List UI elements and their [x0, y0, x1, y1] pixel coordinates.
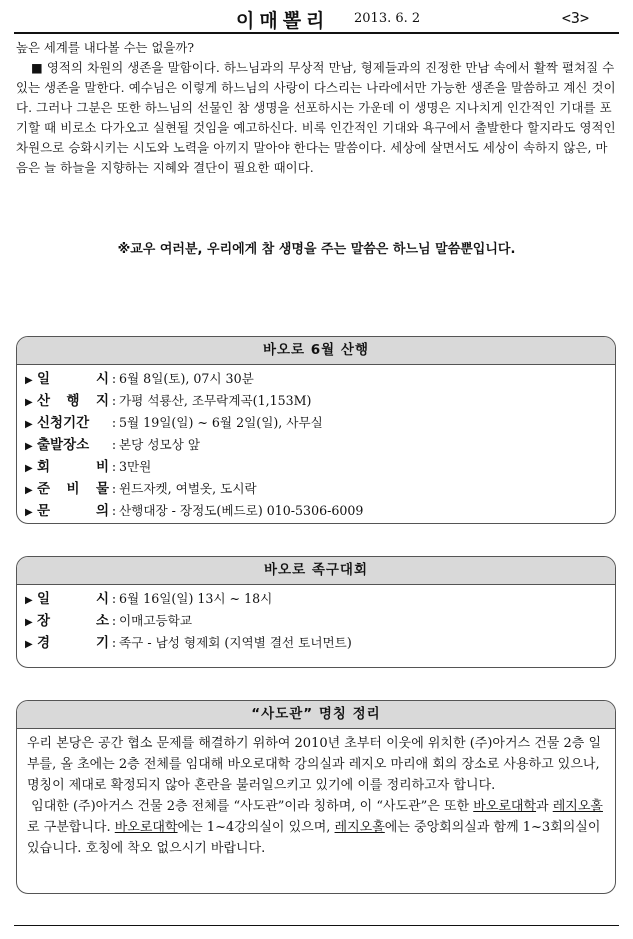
- row-label: 문 의: [37, 503, 109, 519]
- intro-paragraph: [16, 58, 618, 178]
- arrow-icon: ▶: [25, 419, 33, 430]
- row-value: 이매고등학교: [119, 613, 192, 628]
- row-label: 출발장소: [37, 437, 90, 453]
- row-label: 회 비: [37, 459, 109, 475]
- page-header: [14, 6, 619, 32]
- arrow-icon: ▶: [25, 507, 33, 518]
- arrow-icon: ▶: [25, 441, 33, 452]
- underlined-term: 바오로대학: [114, 820, 178, 835]
- hiking-row: ▶ 신청기간 : 5월 19일(일) ~ 6월 2일(일), 사무실: [25, 412, 615, 434]
- soccer-details: [17, 585, 615, 654]
- intro-text: [16, 38, 618, 178]
- hiking-row: ▶ 문 의 : 산행대장 - 장정도(베드로) 010-5306-6009: [25, 500, 615, 522]
- underlined-term: 레지오홀: [552, 799, 603, 814]
- arrow-icon: ▶: [25, 485, 33, 496]
- intro-paragraph-text: 영적의 차원의 생존을 말함이다. 하느님과의 무상적 만남, 형제들과의 진정한 만남 속에서 활짝 펼쳐질 수 있는 생존을 말한다. 예수님은 이렇게 하느님의 사랑이 다스리는 나라에서만 가능한 생존을 말씀하고 계신 것이다. 그러나 그분은 또한 하느님의 선물인 참 생명을 선포하시는 가운데 이 생명은 지나치게 인간적인 기대를 포기할 때 비로소 다가오고 실현될 것임을 예고하신다. 비록 인간적인 기대와 욕구에서 출발한다 할지라도 영적인 차원으로 승화시키는 시도와 노력을 아끼지 말아야 한다는 말씀이다. 세상에 살면서도 세상이 속하지 않은, 마음은 늘 하늘을 지향하는 지혜와 결단이 필요한 때이다.: [16, 60, 616, 175]
- soccer-row: ▶ 장 소 : 이매고등학교: [25, 610, 615, 632]
- arrow-icon: ▶: [25, 397, 33, 408]
- arrow-icon: ▶: [25, 375, 33, 386]
- header-divider: [14, 32, 619, 34]
- row-value: 3만원: [119, 459, 152, 474]
- arrow-icon: ▶: [25, 617, 33, 628]
- hiking-box: [16, 336, 616, 524]
- naming-body: [17, 729, 615, 859]
- row-value: 가평 석룡산, 조무락계곡(1,153M): [119, 393, 312, 408]
- hiking-row: ▶ 산 행 지 : 가평 석룡산, 조무락계곡(1,153M): [25, 390, 615, 412]
- naming-text: 로 구분합니다.: [27, 820, 115, 835]
- soccer-row: ▶ 일 시 : 6월 16일(일) 13시 ~ 18시: [25, 588, 615, 610]
- notice-line: ※교우 여러분, 우리에게 참 생명을 주는 말씀은 하느님 말씀뿐입니다.: [117, 242, 516, 257]
- arrow-icon: ▶: [25, 463, 33, 474]
- naming-title: “사도관” 명칭 정리: [17, 701, 615, 729]
- row-value: 족구 - 남성 형제회 (지역별 결선 토너먼트): [119, 635, 352, 650]
- row-label: 경 기: [37, 635, 109, 651]
- naming-text: 에는 1~4강의실이 있으며,: [177, 820, 335, 835]
- page-number: <3>: [561, 9, 589, 27]
- bullet-icon: ■: [31, 60, 43, 75]
- row-label: 준 비 물: [37, 481, 109, 497]
- hiking-row: ▶ 회 비 : 3만원: [25, 456, 615, 478]
- underlined-term: 바오로대학: [473, 799, 537, 814]
- row-value: 산행대장 - 장정도(베드로) 010-5306-6009: [119, 503, 364, 518]
- arrow-icon: ▶: [25, 595, 33, 606]
- intro-question: 높은 세계를 내다볼 수는 없을까?: [16, 40, 194, 55]
- row-label: 일 시: [37, 591, 109, 607]
- soccer-row: ▶ 경 기 : 족구 - 남성 형제회 (지역별 결선 토너먼트): [25, 632, 615, 654]
- issue-date: 2013. 6. 2: [354, 11, 421, 26]
- hiking-row: ▶ 일 시 : 6월 8일(토), 07시 30분: [25, 368, 615, 390]
- row-label: 산 행 지: [37, 393, 109, 409]
- naming-paragraph-2: [27, 796, 605, 859]
- row-value: 6월 16일(일) 13시 ~ 18시: [119, 591, 273, 606]
- soccer-box: [16, 556, 616, 668]
- naming-text: 에는 중앙회의실과 함께 1~3회의실이 있습니다. 호칭에 착오 없으시기 바랍니다.: [27, 820, 601, 856]
- naming-box: [16, 700, 616, 894]
- row-label: 일 시: [37, 371, 109, 387]
- row-value: 윈드자켓, 여벌옷, 도시락: [119, 481, 257, 496]
- hiking-row: ▶ 출발장소 : 본당 성모상 앞: [25, 434, 615, 456]
- row-label: 장 소: [37, 613, 109, 629]
- hiking-details: [17, 365, 615, 522]
- naming-text: 임대한 (주)아거스 건물 2층 전체를 “사도관”이라 칭하며, 이 “사도관”은 또한: [31, 799, 474, 814]
- naming-paragraph-1: 우리 본당은 공간 협소 문제를 해결하기 위하여 2010년 초부터 이웃에 위치한 (주)아거스 건물 2층 일부를, 올 초에는 2층 전체를 임대해 바오로대학 강의실과 레지오 마리애 회의 장소로 사용하고 있으나, 명칭이 제대로 확정되지 않아 혼란을 불러일으키고 있기에 이를 정리하고자 합니다.: [27, 736, 601, 793]
- soccer-title: 바오로 족구대회: [17, 557, 615, 585]
- hiking-title: 바오로 6월 산행: [17, 337, 615, 365]
- row-value: 본당 성모상 앞: [119, 437, 200, 452]
- footer-divider: [14, 925, 619, 926]
- row-value: 6월 8일(토), 07시 30분: [119, 371, 254, 386]
- arrow-icon: ▶: [25, 639, 33, 650]
- hiking-row: ▶ 준 비 물 : 윈드자켓, 여벌옷, 도시락: [25, 478, 615, 500]
- row-label: 신청기간: [37, 415, 90, 431]
- naming-text: 과: [536, 799, 553, 814]
- underlined-term: 레지오홀: [334, 820, 385, 835]
- row-value: 5월 19일(일) ~ 6월 2일(일), 사무실: [119, 415, 323, 430]
- newsletter-title: 이매뽈리: [236, 10, 330, 32]
